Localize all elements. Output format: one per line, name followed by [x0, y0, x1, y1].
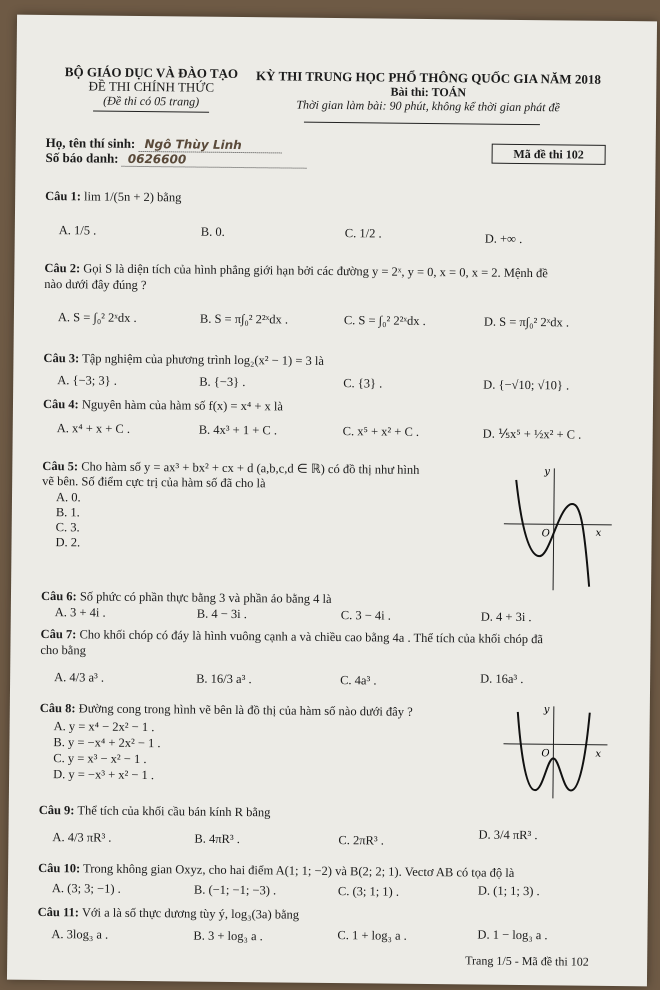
q1-option-c: C. 1/2 . [344, 226, 382, 241]
candidate-id-label: Số báo danh: [45, 149, 119, 166]
question-number: Câu 8: [39, 700, 76, 716]
q6-option-c: C. 3 − 4i . [340, 608, 391, 623]
question-number: Câu 2: [44, 260, 81, 276]
q8-option-d: D. y = −x³ + x² − 1 . [53, 767, 155, 783]
q5-graph [503, 460, 616, 591]
q3-option-b: B. {−3} . [199, 374, 246, 390]
q5-option-a: A. 0. [55, 490, 81, 505]
header-left-divider [93, 110, 209, 112]
question-9 [39, 803, 271, 820]
header-right-divider [304, 122, 540, 125]
question-number: Câu 3: [43, 350, 80, 366]
cubic-curve [515, 480, 590, 587]
header-left [51, 65, 251, 109]
question-number: Câu 7: [40, 626, 77, 642]
question-10 [38, 861, 514, 881]
exam-title: KỲ THI TRUNG HỌC PHỔ THÔNG QUỐC GIA NĂM 2018 [255, 68, 601, 87]
candidate-id-row [45, 150, 306, 169]
q7-option-a: A. 4/3 a³ . [54, 670, 105, 685]
exam-subject: Bài thi: TOÁN [390, 84, 467, 100]
q9-option-a: A. 4/3 πR³ . [52, 830, 112, 845]
question-text: Nguyên hàm của hàm số f(x) = x⁴ + x là [81, 397, 284, 414]
question-4 [43, 397, 283, 415]
q6-option-b: B. 4 − 3i . [196, 606, 248, 622]
exam-time: Thời gian làm bài: 90 phút, không kể thời gian phát đề [296, 97, 560, 115]
question-text: Thể tích của khối cầu bán kính R bằng [77, 803, 271, 820]
q3-option-c: C. {3} . [343, 376, 383, 391]
question-3 [43, 351, 324, 369]
exam-code-box: Mã đề thi 102 [492, 144, 606, 165]
q5-option-b: B. 1. [55, 505, 80, 520]
q9-option-b: B. 4πR³ . [194, 831, 241, 847]
question-number: Câu 4: [42, 396, 79, 412]
q4-option-a: A. x⁴ + x + C . [56, 421, 131, 436]
page-count: (Đề thi có 05 trang) [103, 93, 200, 109]
q1-option-a: A. 1/5 . [58, 223, 97, 238]
q10-option-c: C. (3; 1; 1) . [337, 884, 400, 899]
q4-option-d: D. ⅕x⁵ + ½x² + C . [482, 426, 582, 442]
question-2-cont: nào dưới đây đúng ? [44, 276, 147, 293]
q9-option-d: D. 3/4 πR³ . [478, 827, 538, 843]
y-axis [553, 706, 554, 798]
question-text: Gọi S là diện tích của hình phẳng giới hạn bởi các đường y = 2ˣ, y = 0, x = 0, x = 2. Mệnh đề [83, 261, 548, 281]
page-footer: Trang 1/5 - Mã đề thi 102 [465, 953, 589, 969]
ministry-name: BỘ GIÁO DỤC VÀ ĐÀO TẠO [64, 64, 239, 81]
q11-option-a: A. 3log₃ a . [51, 927, 109, 942]
question-text: Số phức có phần thực bằng 3 và phần ảo bằng 4 là [79, 589, 332, 607]
q6-option-a: A. 3 + 4i . [54, 605, 106, 620]
x-label: x [595, 748, 602, 760]
q5-option-c: C. 3. [55, 520, 80, 535]
y-label: y [543, 704, 550, 716]
q8-graph [503, 700, 610, 801]
q7-option-c: C. 4a³ . [340, 673, 377, 688]
x-axis [503, 744, 607, 745]
question-number: Câu 9: [38, 802, 75, 818]
question-text: Cho khối chóp có đáy là hình vuông cạnh a và chiều cao bằng 4a . Thể tích của khối chóp đã [79, 627, 544, 647]
question-6 [41, 589, 332, 607]
question-1 [45, 189, 181, 205]
y-label: y [544, 466, 551, 478]
question-text: lim 1/(5n + 2) bằng [84, 189, 182, 205]
q7-option-b: B. 16/3 a³ . [196, 671, 252, 687]
q2-option-d: D. S = π∫₀² 2ˣdx . [483, 314, 570, 330]
q6-option-d: D. 4 + 3i . [480, 609, 532, 625]
question-text: Đường cong trong hình vẽ bên là đồ thị của hàm số nào dưới đây ? [78, 701, 413, 719]
header-right [248, 69, 608, 115]
question-8 [40, 701, 413, 720]
q2-option-b: B. S = π∫₀² 2²ˣdx . [199, 311, 289, 327]
question-number: Câu 1: [45, 188, 82, 204]
question-number: Câu 11: [37, 904, 80, 920]
question-text: Với a là số thực dương tùy ý, log₃(3a) bằng [81, 905, 300, 922]
q8-option-c: C. y = x³ − x² − 1 . [53, 751, 147, 767]
q11-option-d: D. 1 − log₃ a . [477, 927, 548, 943]
official-exam-label: ĐỀ THI CHÍNH THỨC [88, 78, 215, 95]
q8-option-b: B. y = −x⁴ + 2x² − 1 . [53, 735, 161, 751]
q8-option-a: A. y = x⁴ − 2x² − 1 . [53, 719, 155, 735]
x-label: x [595, 527, 602, 539]
candidate-name-value: Ngô Thùy Linh [138, 137, 281, 153]
question-7 [41, 627, 544, 647]
question-text: Cho hàm số y = ax³ + bx² + cx + d (a,b,c,d ∈ ℝ) có đồ thị như hình [81, 459, 420, 477]
q10-option-b: B. (−1; −1; −3) . [193, 882, 277, 898]
question-11 [38, 905, 300, 923]
q4-option-b: B. 4x³ + 1 + C . [198, 422, 278, 438]
q9-option-c: C. 2πR³ . [338, 833, 384, 848]
q2-option-a: A. S = ∫₀² 2ˣdx . [57, 310, 137, 325]
question-number: Câu 10: [38, 860, 81, 876]
q11-option-c: C. 1 + log₃ a . [337, 928, 407, 943]
question-text: Tập nghiệm của phương trình log₂(x² − 1) = 3 là [82, 351, 325, 368]
question-number: Câu 6: [40, 588, 77, 604]
q1-option-b: B. 0. [200, 224, 225, 239]
q5-option-d: D. 2. [55, 535, 81, 550]
origin-label: O [541, 528, 550, 540]
q10-option-a: A. (3; 3; −1) . [51, 881, 121, 896]
candidate-id-value: 0626600 [122, 152, 307, 169]
question-7-cont: cho bằng [40, 642, 86, 658]
q1-option-d: D. +∞ . [484, 231, 523, 246]
q3-option-d: D. {−√10; √10} . [483, 377, 570, 393]
question-5-cont: vẽ bên. Số điểm cực trị của hàm số đã cho là [42, 473, 266, 491]
question-number: Câu 5: [42, 458, 79, 474]
q7-option-d: D. 16a³ . [480, 671, 524, 687]
q10-option-d: D. (1; 1; 3) . [477, 883, 540, 899]
origin-label: O [541, 748, 550, 760]
question-text: Trong không gian Oxyz, cho hai điểm A(1; 1; −2) và B(2; 2; 1). Vectơ AB có tọa độ là [82, 861, 515, 880]
q11-option-b: B. 3 + log₃ a . [193, 928, 263, 944]
candidate-name-label: Họ, tên thí sinh: [45, 134, 136, 151]
exam-paper [7, 15, 657, 987]
q2-option-c: C. S = ∫₀² 2²ˣdx . [343, 313, 426, 328]
q3-option-a: A. {−3; 3} . [57, 373, 118, 388]
q4-option-c: C. x⁵ + x² + C . [342, 424, 420, 439]
